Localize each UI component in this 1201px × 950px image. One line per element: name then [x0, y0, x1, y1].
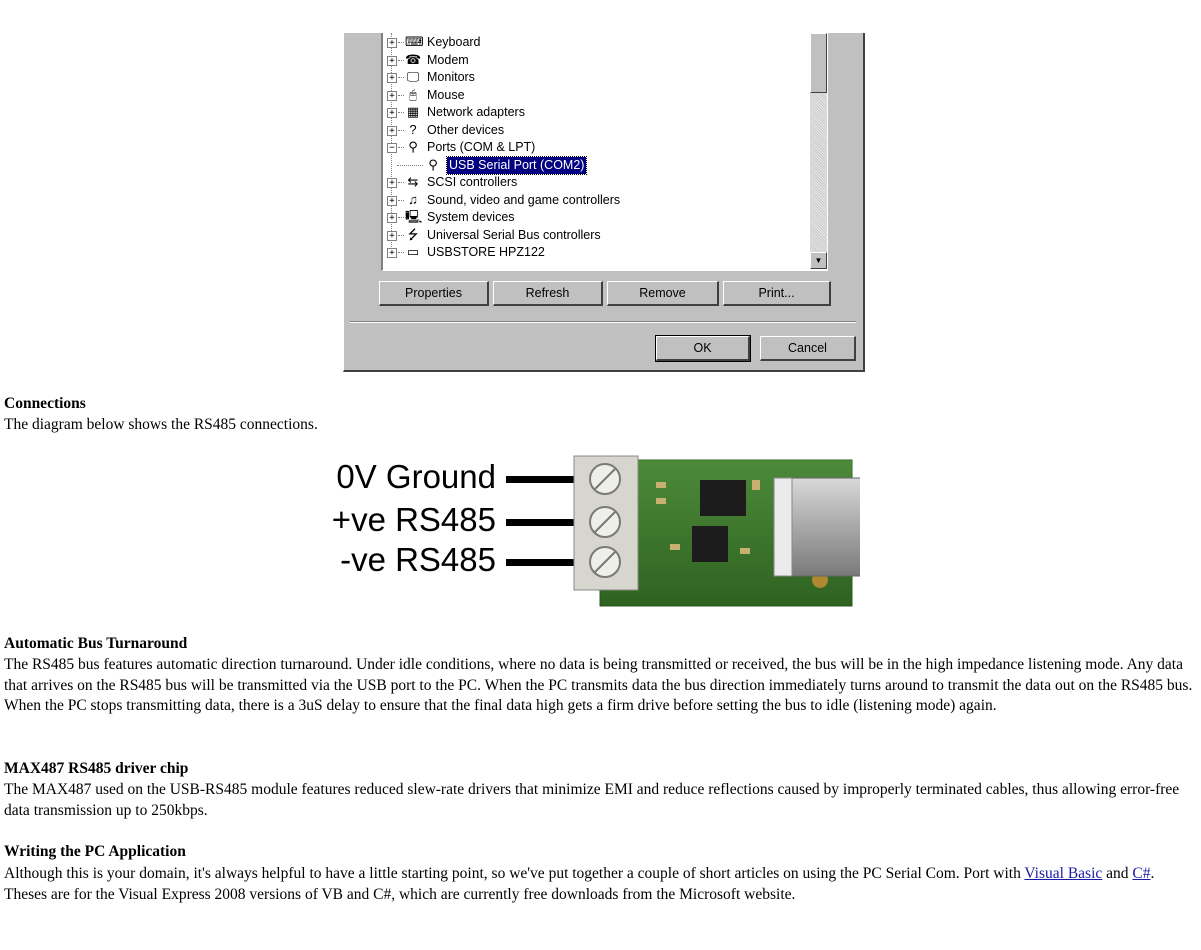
- csharp-link[interactable]: C#: [1132, 865, 1151, 882]
- tree-item-label: SCSI controllers: [427, 175, 518, 189]
- pin-label-ground: 0V Ground: [336, 458, 496, 495]
- ok-button[interactable]: OK: [656, 336, 750, 361]
- connections-text: The diagram below shows the RS485 connections.: [4, 416, 318, 433]
- remove-button[interactable]: Remove: [607, 281, 719, 306]
- max487-text: The MAX487 used on the USB-RS485 module features reduced slew-rate drivers that minimize EMI and reduce reflections caused by improperly terminated cables, thus allowing error-free data transmission up to 250kbps.: [4, 781, 1180, 819]
- tree-item-label: Ports (COM & LPT): [427, 140, 536, 154]
- print-button[interactable]: Print...: [723, 281, 831, 306]
- tree-item-label: Network adapters: [427, 105, 525, 119]
- connection-wires: [506, 476, 574, 566]
- usb-rs485-module-illustration: [300, 452, 860, 610]
- pin-label-negative: -ve RS485: [340, 541, 496, 578]
- max487-chip: [692, 526, 728, 562]
- wire-positive: [506, 519, 574, 526]
- turnaround-text: The RS485 bus features automatic direction turnaround. Under idle conditions, where no data is being transmitted or received, the bus will be in the high impedance listening mode. Any data that arrives on the RS485 bus will be transmitted via the USB port to the PC. When the PC transmits data the bus direction immediately turns around to transmit the data out on the RS485 bus. When the PC stops transmitting data, there is a 3uS delay to ensure that the final data high gets a firm drive before setting the bus to idle (listening mode) again.: [4, 656, 1193, 714]
- expand-icon[interactable]: +: [387, 56, 397, 66]
- pc-application-text-end: . Theses are for the Visual Express 2008 versions of VB and C#, which are currently free downloads from the Microsoft website.: [4, 865, 1155, 903]
- vertical-scrollbar[interactable]: [810, 33, 827, 269]
- tree-item-label: Mouse: [427, 87, 465, 102]
- tree-item-label: Monitors: [427, 70, 475, 84]
- max487-heading: MAX487 RS485 driver chip: [4, 760, 189, 777]
- turnaround-heading: Automatic Bus Turnaround: [4, 635, 188, 652]
- scrollbar-thumb[interactable]: [810, 33, 827, 93]
- question-icon: ?: [409, 121, 417, 137]
- mouse-icon: 🖰: [409, 86, 417, 102]
- collapse-icon[interactable]: −: [387, 143, 397, 153]
- usb-icon: ⭍: [407, 226, 419, 242]
- port-icon: ⚲: [408, 139, 418, 154]
- visual-basic-link[interactable]: Visual Basic: [1024, 865, 1103, 882]
- tree-item-label: Modem: [427, 52, 469, 67]
- usb-chip: [700, 480, 746, 516]
- pc-application-text-start: Although this is your domain, it's always helpful to have a little starting point, so we've put together a couple of short articles on using the PC Serial Com. Port with: [4, 865, 1025, 882]
- sound-icon: ♫: [408, 191, 418, 207]
- pin-label-positive: +ve RS485: [331, 501, 496, 538]
- expand-icon[interactable]: +: [387, 213, 397, 223]
- modem-icon: ☎: [405, 51, 422, 67]
- expand-icon[interactable]: +: [387, 126, 397, 136]
- tree-item-label: Other devices: [427, 122, 505, 137]
- expand-icon[interactable]: +: [387, 38, 397, 48]
- tree-item-label: Universal Serial Bus controllers: [427, 227, 601, 242]
- computer-icon: 🖳: [405, 209, 423, 224]
- monitor-icon: 🖵: [406, 69, 420, 84]
- pc-application-heading: Writing the PC Application: [4, 843, 186, 860]
- refresh-button[interactable]: Refresh: [493, 281, 603, 306]
- properties-button[interactable]: Properties: [379, 281, 489, 306]
- expand-icon[interactable]: +: [387, 231, 397, 241]
- drive-icon: ▭: [406, 244, 420, 259]
- expand-icon[interactable]: +: [387, 248, 397, 258]
- port-icon: ⚲: [428, 156, 438, 172]
- tree-item-label: Sound, video and game controllers: [427, 192, 621, 207]
- cancel-button[interactable]: Cancel: [760, 336, 856, 361]
- expand-icon[interactable]: +: [387, 178, 397, 188]
- expand-icon[interactable]: +: [387, 196, 397, 206]
- device-tree[interactable]: [381, 33, 828, 271]
- tree-item-label: USB Serial Port (COM2): [449, 157, 585, 172]
- expand-icon[interactable]: +: [387, 91, 397, 101]
- scroll-down-arrow-icon[interactable]: ▼: [810, 252, 827, 269]
- keyboard-icon: ⌨: [405, 34, 424, 49]
- dialog-separator: [350, 321, 856, 323]
- expand-icon[interactable]: +: [387, 73, 397, 83]
- rs485-connection-diagram: [300, 452, 860, 610]
- pc-application-text-and: and: [1102, 865, 1133, 882]
- connections-heading: Connections: [4, 395, 86, 412]
- pc-application-text: [4, 864, 1194, 905]
- tree-item-label: Keyboard: [427, 35, 481, 49]
- tree-item-label: System devices: [427, 210, 515, 224]
- scsi-icon: ⇆: [407, 174, 419, 189]
- device-manager-dialog: [343, 33, 865, 372]
- network-adapter-icon: ▦: [406, 104, 420, 119]
- wire-negative: [506, 559, 574, 566]
- tree-item-label: USBSTORE HPZ122: [427, 245, 545, 259]
- wire-ground: [506, 476, 574, 483]
- expand-icon[interactable]: +: [387, 108, 397, 118]
